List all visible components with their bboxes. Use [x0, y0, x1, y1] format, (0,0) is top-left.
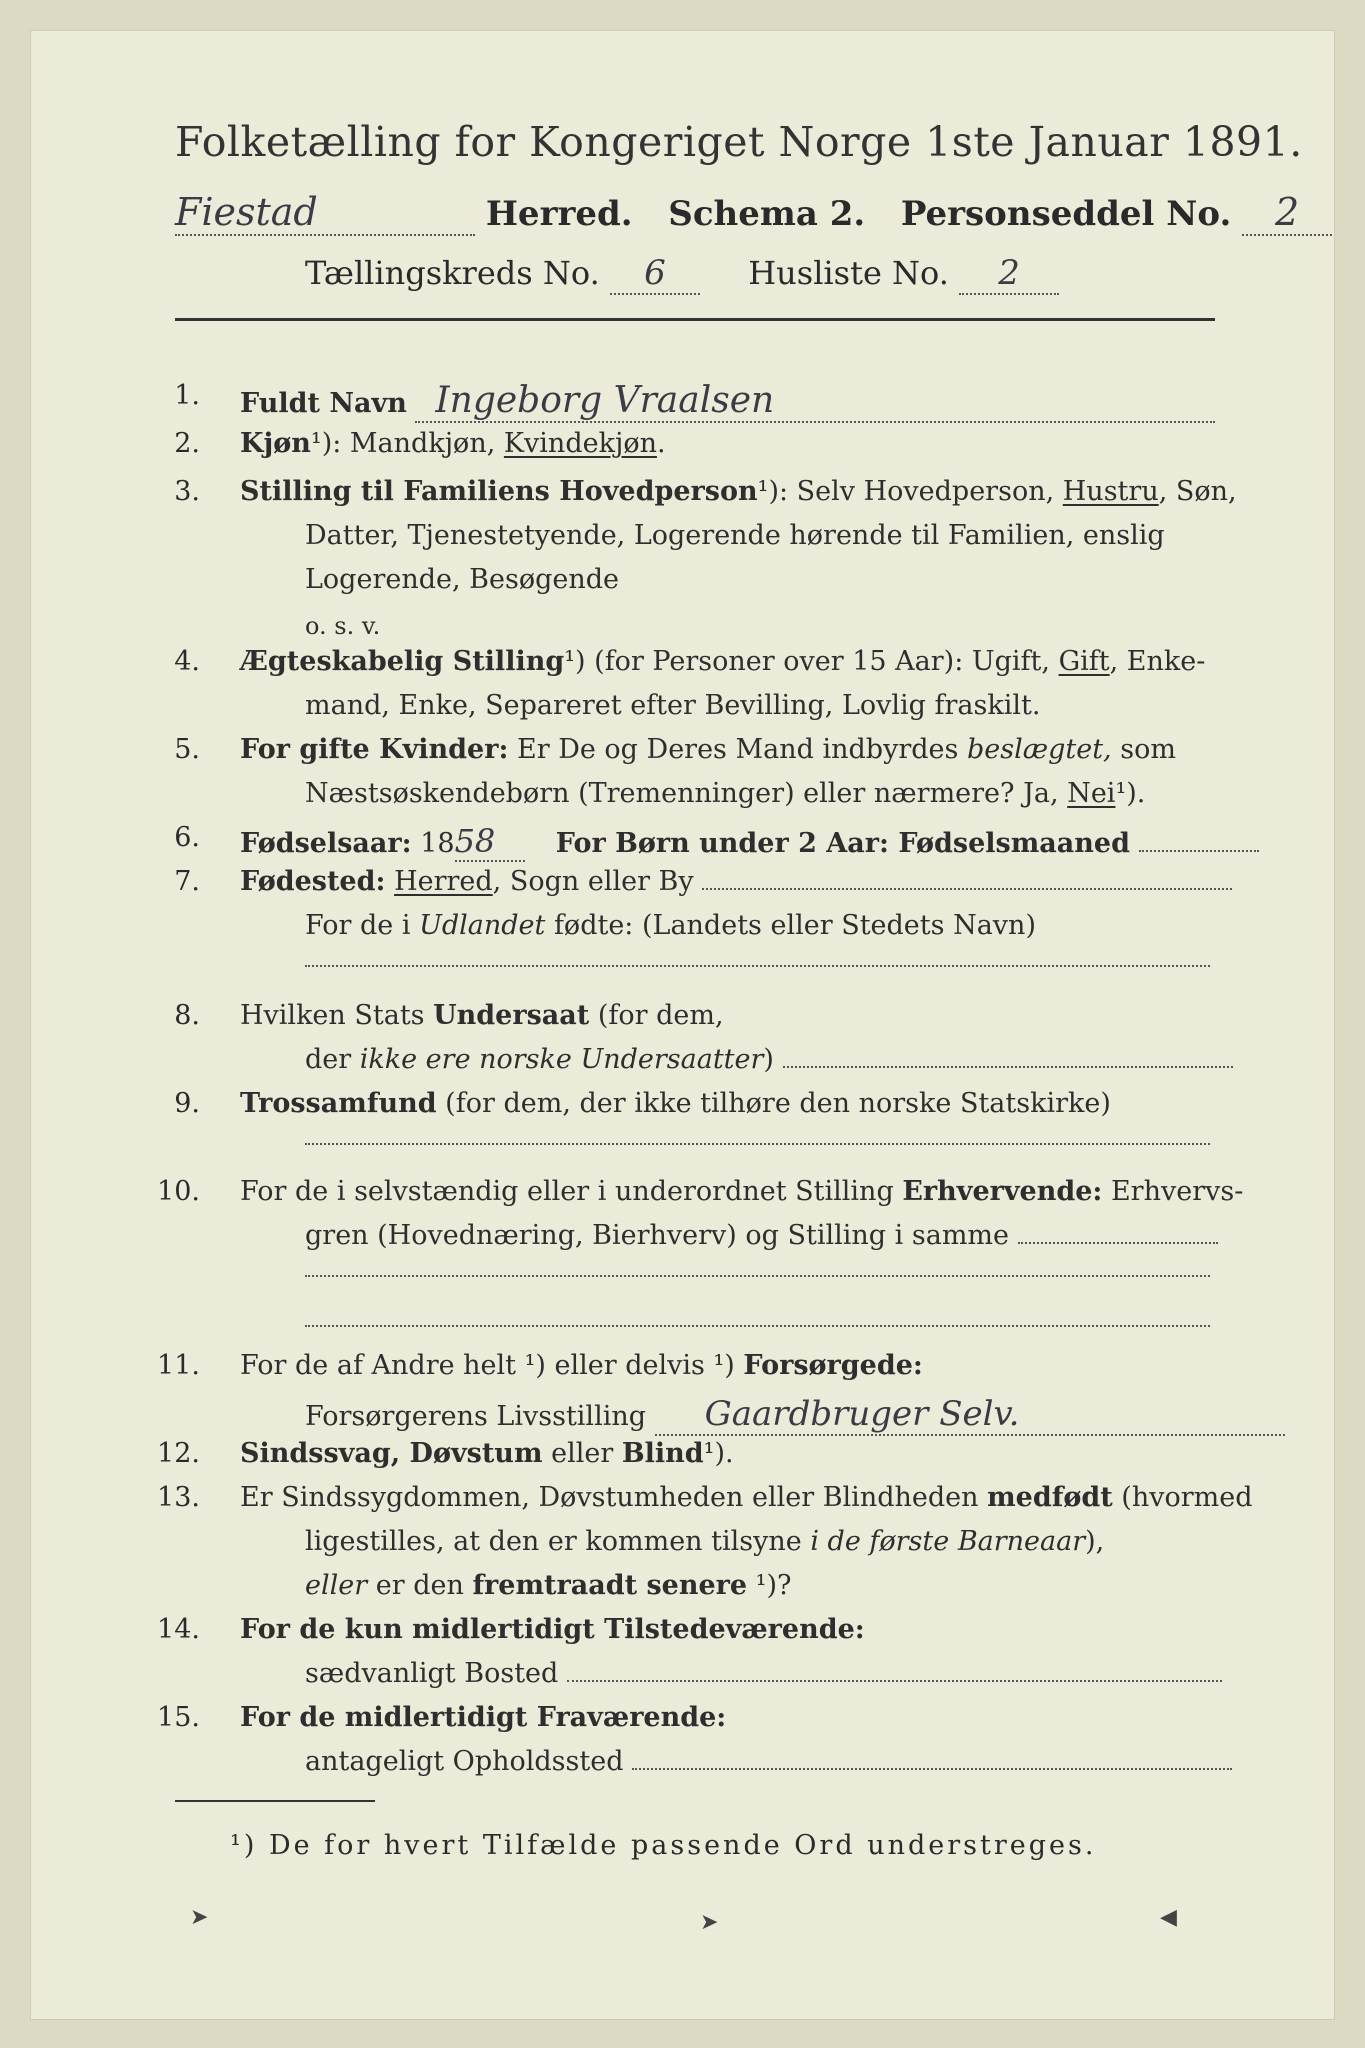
udlandet-text: For de i: [305, 910, 420, 941]
senere-text: er den: [367, 1570, 473, 1601]
item-5-line-1: [240, 734, 1176, 765]
herred-row: [175, 190, 1332, 236]
aegteskab-text-2: , Enke-: [1109, 646, 1206, 677]
medfodt-text-2: (hvormed: [1112, 1482, 1253, 1513]
eller-italic: eller: [305, 1570, 368, 1601]
gifte-kvinder-text: Er De og Deres Mand indbyrdes: [517, 734, 967, 765]
opholdssted-label: antageligt Opholdssted: [305, 1746, 624, 1777]
item-number: 10.: [157, 1176, 200, 1207]
item-14-line-1: [240, 1614, 865, 1645]
registration-mark-center: ➤: [700, 1910, 719, 1935]
item-3-line-2: Datter, Tjenestetyende, Logerende hørende til Familien, enslig: [305, 520, 1165, 551]
fodselsaar-prefix: 18: [420, 828, 455, 859]
trossamfund-label: Trossamfund: [240, 1088, 437, 1119]
aegteskab-text: ¹) (for Personer over 15 Aar): Ugift,: [564, 646, 1059, 677]
item-number: 7.: [174, 866, 200, 897]
tremenninger-selected: Nei: [1067, 778, 1116, 809]
undersaat-text: Hvilken Stats: [240, 1000, 434, 1031]
item-10-line-2: [305, 1220, 1218, 1251]
fodselsmaaned-blank: [1139, 850, 1259, 852]
husliste-label: Husliste No.: [748, 254, 949, 292]
kjon-selected: Kvindekjøn: [503, 428, 657, 459]
registration-mark-right: ◀: [1160, 1905, 1177, 1930]
tilstedevaerende-label: For de kun midlertidigt Tilstedeværende:: [240, 1614, 865, 1645]
erhvervsgren-blank: [1018, 1242, 1218, 1244]
husliste-no: 2: [959, 253, 1059, 295]
item-1-line: [240, 380, 1215, 423]
stilling-text-2: , Søn,: [1158, 476, 1237, 507]
fodested-text: , Sogn eller By: [492, 866, 694, 897]
erhverv-blank-2: [305, 1275, 1210, 1277]
udlandet-text-2: fødte: (Landets eller Stedets Navn): [545, 910, 1036, 941]
taellingskreds-no: 6: [610, 253, 700, 295]
personseddel-label: Personseddel No.: [900, 194, 1232, 234]
fodselsmaaned-label: For Børn under 2 Aar: Fødselsmaaned: [555, 828, 1130, 859]
item-9-line: [240, 1088, 1111, 1119]
herred-name: Fiestad: [175, 190, 475, 236]
gifte-kvinder-label: For gifte Kvinder:: [240, 734, 509, 765]
undersaatter-after: ): [763, 1044, 774, 1075]
tremenninger-after: ¹).: [1115, 778, 1146, 809]
forsorgede-text: For de af Andre helt ¹) eller delvis ¹): [240, 1350, 744, 1381]
fodselsaar-value: 58: [455, 822, 525, 862]
item-15-line-1: [240, 1702, 726, 1733]
item-14-line-2: [305, 1658, 1222, 1689]
item-3-line-3: Logerende, Besøgende: [305, 564, 619, 595]
undersaat-blank: [783, 1066, 1233, 1068]
erhverv-blank-3: [305, 1325, 1210, 1327]
taellingskreds-row: [305, 253, 1059, 295]
item-12-line: [240, 1438, 734, 1469]
schema-label: Schema 2.: [668, 194, 866, 234]
stilling-label: Stilling til Familiens Hovedperson: [240, 476, 758, 507]
item-7-line-1: [240, 866, 1232, 897]
beslaegtet-text: beslægtet,: [966, 734, 1112, 765]
trossamfund-text: (for dem, der ikke tilhøre den norske Statskirke): [436, 1088, 1111, 1119]
item-2-line: [240, 428, 666, 459]
undersaat-text-2: (for dem,: [589, 1000, 724, 1031]
medfodt-text: Er Sindssygdommen, Døvstumheden eller Blindheden: [240, 1482, 988, 1513]
blind-label: Blind: [621, 1438, 704, 1469]
item-number: 12.: [157, 1438, 200, 1469]
taellingskreds-label: Tællingskreds No.: [305, 254, 600, 292]
herred-label: Herred.: [485, 194, 633, 234]
fuldt-navn-value: Ingeborg Vraalsen: [415, 380, 1215, 423]
trossamfund-blank: [305, 1143, 1210, 1145]
item-number: 3.: [174, 476, 200, 507]
aegteskab-label: Ægteskabelig Stilling: [240, 646, 565, 677]
livsstilling-label: Forsørgerens Livsstilling: [305, 1401, 647, 1432]
item-3-line-4: o. s. v.: [305, 612, 381, 640]
erhverv-text: For de i selvstændig eller i underordnet Stilling: [240, 1176, 903, 1207]
item-7-line-2: [305, 910, 1036, 941]
item-11-line-2: [305, 1394, 1285, 1436]
sindssvag-after: ¹).: [703, 1438, 734, 1469]
livsstilling-value: Gaardbruger Selv.: [655, 1394, 1285, 1436]
item-number: 9.: [174, 1088, 200, 1119]
item-13-line-3: [305, 1570, 791, 1601]
kjon-after: .: [656, 428, 666, 459]
item-number: 13.: [157, 1482, 200, 1513]
item-5-line-2: [305, 778, 1145, 809]
bosted-label: sædvanligt Bosted: [305, 1658, 559, 1689]
item-4-line-2: mand, Enke, Separeret efter Bevilling, Lovlig fraskilt.: [305, 690, 1041, 721]
item-number: 5.: [174, 734, 200, 765]
medfodt-label: medfødt: [987, 1482, 1113, 1513]
header-divider: [175, 318, 1215, 321]
fodested-blank: [702, 888, 1232, 890]
fodselsaar-label: Fødselsaar:: [240, 828, 412, 859]
item-8-line-2: [305, 1044, 1233, 1075]
aegteskab-selected: Gift: [1058, 646, 1110, 677]
udlandet-italic: Udlandet: [419, 910, 546, 941]
item-number: 2.: [174, 428, 200, 459]
gifte-kvinder-text-2: som: [1111, 734, 1176, 765]
footnote: ¹) De for hvert Tilfælde passende Ord understreges.: [230, 1830, 1097, 1861]
item-13-line-1: [240, 1482, 1253, 1513]
item-6-line: [240, 822, 1259, 862]
item-number: 14.: [157, 1614, 200, 1645]
undersaatter-italic: ikke ere norske Undersaatter: [359, 1044, 764, 1075]
item-number: 11.: [157, 1350, 200, 1381]
undersaatter-text: der: [305, 1044, 360, 1075]
item-number: 1.: [174, 380, 200, 411]
tremenninger-text: Næstsøskendebørn (Tremenninger) eller nærmere? Ja,: [305, 778, 1068, 809]
erhverv-text-2: Erhvervs-: [1102, 1176, 1244, 1207]
opholdssted-blank: [632, 1768, 1232, 1770]
tilsyne-text: ligestilles, at den er kommen tilsyne: [305, 1526, 811, 1557]
form-title: Folketælling for Kongeriget Norge 1ste Januar 1891.: [175, 118, 1303, 166]
fodested-label: Fødested:: [240, 866, 386, 897]
item-number: 4.: [174, 646, 200, 677]
item-number: 6.: [174, 822, 200, 853]
stilling-text: ¹): Selv Hovedperson,: [757, 476, 1063, 507]
forsorgede-label: Forsørgede:: [743, 1350, 923, 1381]
footnote-divider: [175, 1800, 375, 1802]
sindssvag-label: Sindssvag, Døvstum: [240, 1438, 543, 1469]
erhverv-label: Erhvervende:: [902, 1176, 1103, 1207]
item-8-line-1: [240, 1000, 724, 1031]
sindssvag-text: eller: [542, 1438, 622, 1469]
item-15-line-2: [305, 1746, 1232, 1777]
tilsyne-after: ),: [1085, 1526, 1105, 1557]
item-11-line-1: [240, 1350, 923, 1381]
undersaat-label: Undersaat: [433, 1000, 590, 1031]
item-13-line-2: [305, 1526, 1104, 1557]
bosted-blank: [567, 1680, 1222, 1682]
senere-after: ¹)?: [747, 1570, 792, 1601]
item-10-line-1: [240, 1176, 1243, 1207]
fravaerende-label: For de midlertidigt Fraværende:: [240, 1702, 727, 1733]
fodested-selected: Herred: [394, 866, 493, 897]
item-3-line-1: [240, 476, 1237, 507]
kjon-options: ¹): Mandkjøn,: [310, 428, 504, 459]
registration-mark-left: ➤: [190, 1905, 209, 1930]
fuldt-navn-label: Fuldt Navn: [240, 388, 407, 419]
senere-label: fremtraadt senere: [472, 1570, 748, 1601]
stilling-selected: Hustru: [1062, 476, 1159, 507]
item-4-line-1: [240, 646, 1205, 677]
kjon-label: Kjøn: [240, 428, 311, 459]
item-number: 15.: [157, 1702, 200, 1733]
erhvervsgren-text: gren (Hovednæring, Bierhverv) og Stilling i samme: [305, 1220, 1010, 1251]
barneaar-italic: i de første Barneaar: [810, 1526, 1086, 1557]
item-number: 8.: [174, 1000, 200, 1031]
personseddel-no: 2: [1242, 190, 1332, 236]
udlandet-blank: [305, 965, 1210, 967]
